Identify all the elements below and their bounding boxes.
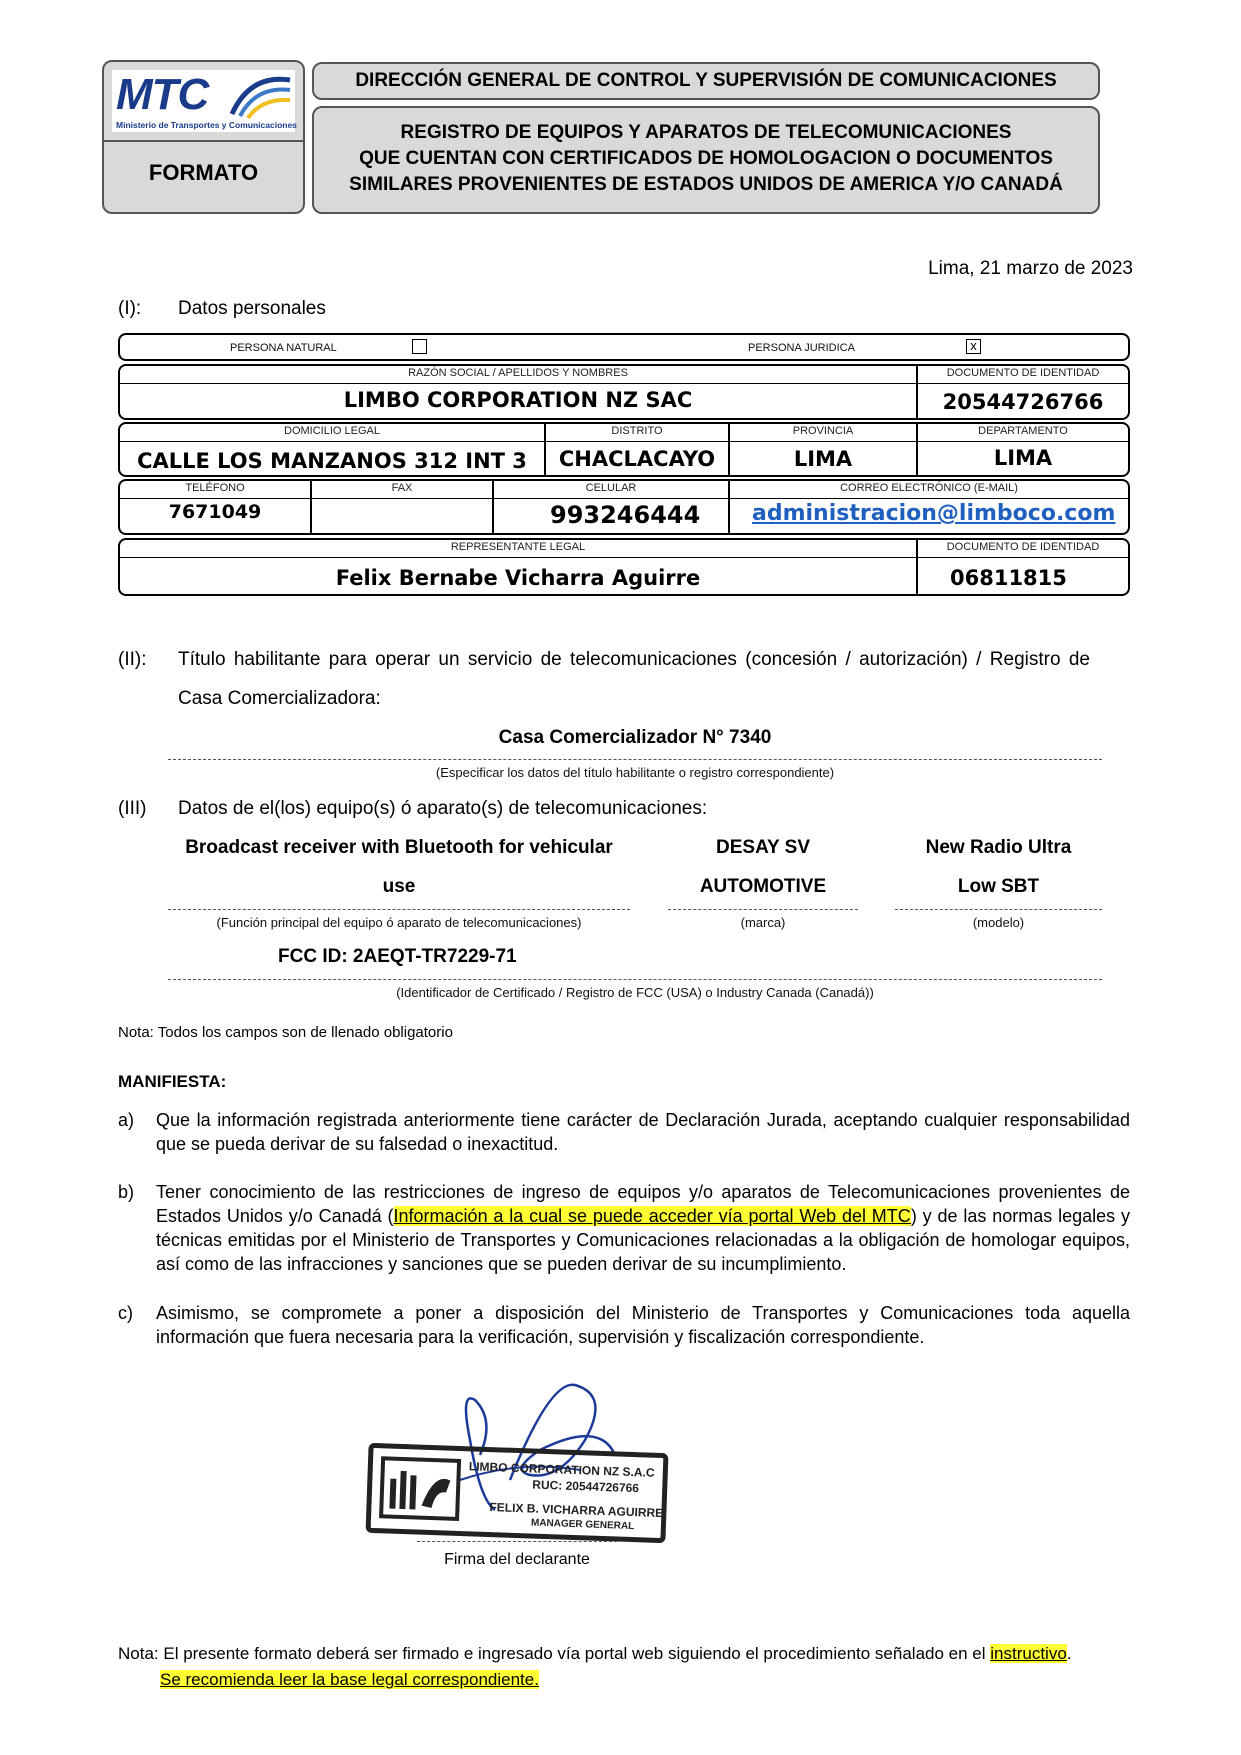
doc-identidad-label: DOCUMENTO DE IDENTIDAD — [946, 367, 1100, 379]
company-stamp — [366, 1443, 669, 1543]
divider — [918, 441, 1128, 442]
razon-social-row — [118, 364, 1130, 420]
correo-cell — [728, 481, 1128, 533]
divider — [168, 979, 1102, 980]
doc-identidad-value[interactable]: 20544726766 — [942, 390, 1104, 414]
divider — [312, 498, 492, 499]
divider — [168, 759, 1102, 760]
document-date: Lima, 21 marzo de 2023 — [928, 258, 1133, 279]
item-b-text — [156, 1180, 1130, 1276]
brand-line-1[interactable]: DESAY SV — [716, 837, 810, 858]
section-3-number: (III) — [118, 798, 147, 819]
divider — [668, 909, 858, 910]
domicilio-cell — [120, 424, 544, 475]
section-1-number: (I): — [118, 298, 142, 319]
header-logo-box — [102, 60, 305, 214]
rep-doc-cell — [916, 540, 1128, 594]
celular-label: CELULAR — [585, 482, 637, 494]
title-line-1: REGISTRO DE EQUIPOS Y APARATOS DE TELECOMUNICACIONES — [400, 122, 1012, 143]
section-1-title: Datos personales — [178, 298, 326, 319]
fax-cell — [310, 481, 492, 533]
fax-label: FAX — [391, 482, 413, 494]
telefono-value[interactable]: 7671049 — [168, 501, 262, 523]
divider — [918, 383, 1128, 384]
section-2-title-line-2: Casa Comercializadora: — [178, 688, 381, 709]
section-2-number: (II): — [118, 649, 147, 670]
representante-cell — [120, 540, 916, 594]
direction-header: DIRECCIÓN GENERAL DE CONTROL Y SUPERVISIÓN DE COMUNICACIONES — [312, 62, 1100, 100]
celular-value[interactable]: 993246444 — [550, 501, 701, 529]
brand-line-2[interactable]: AUTOMOTIVE — [699, 876, 827, 897]
manifiesta-title: MANIFIESTA: — [118, 1072, 227, 1091]
model-caption: (modelo) — [972, 915, 1025, 930]
footer-note — [118, 1644, 1072, 1664]
fcc-caption: (Identificador de Certificado / Registro de FCC (USA) o Industry Canada (Canadá)) — [396, 985, 874, 1000]
distrito-label: DISTRITO — [611, 425, 663, 437]
section-3-title: Datos de el(los) equipo(s) ó aparato(s) de telecomunicaciones: — [178, 798, 708, 819]
razon-social-cell — [120, 366, 916, 418]
divider — [120, 557, 916, 558]
persona-type-row — [118, 333, 1130, 361]
format-label: FORMATO — [148, 160, 259, 185]
domicilio-row — [118, 422, 1130, 477]
base-legal-link[interactable]: Se recomienda leer la base legal correspondiente. — [160, 1670, 539, 1689]
correo-label: CORREO ELECTRÓNICO (E-MAIL) — [840, 482, 1018, 494]
mtc-portal-link[interactable]: Información a la cual se puede acceder vía portal Web del MTC — [393, 1206, 911, 1226]
divider — [546, 441, 728, 442]
form-title — [312, 106, 1100, 214]
item-c-text: Asimismo, se compromete a poner a disposición del Ministerio de Transportes y Comunicaciones toda aquella información que fuera necesaria para la verificación, supervisión y fiscalización correspondiente. — [156, 1303, 1130, 1347]
rep-doc-label: DOCUMENTO DE IDENTIDAD — [946, 541, 1100, 553]
footer-note-text: Nota: El presente formato deberá ser firmado e ingresado vía portal web siguiendo el procedimiento señalado en el — [118, 1644, 991, 1663]
distrito-cell — [544, 424, 728, 475]
representante-value[interactable]: Felix Bernabe Vicharra Aguirre — [335, 566, 701, 590]
provincia-value[interactable]: LIMA — [793, 447, 853, 471]
domicilio-value[interactable]: CALLE LOS MANZANOS 312 INT 3 — [137, 449, 527, 473]
stamp-role: MANAGER GENERAL — [530, 1517, 635, 1533]
departamento-value[interactable]: LIMA — [993, 446, 1053, 470]
telefono-cell — [120, 481, 310, 533]
item-b-text-start: Tener conocimiento de las restricciones de ingreso de equipos y/o aparatos de Telecomunicaciones provenientes de Estados Unidos y/o Canadá ( — [156, 1182, 1130, 1226]
stamp-ruc: RUC: 20544726766 — [532, 1477, 640, 1496]
function-caption: (Función principal del equipo ó aparato de telecomunicaciones) — [216, 915, 582, 930]
razon-social-value[interactable]: LIMBO CORPORATION NZ SAC — [343, 388, 693, 412]
footer-note-end: . — [1066, 1644, 1072, 1663]
divider — [918, 557, 1128, 558]
brand-caption: (marca) — [740, 915, 786, 930]
divider — [168, 909, 630, 910]
divider — [730, 498, 1128, 499]
item-a-text: Que la información registrada anteriormente tiene carácter de Declaración Jurada, aceptando cualquier responsabilidad que se pueda derivar de su falsedad o inexactitud. — [156, 1110, 1130, 1154]
doc-identidad-cell — [916, 366, 1128, 418]
telefono-label: TELÉFONO — [185, 482, 245, 494]
divider — [494, 498, 728, 499]
departamento-label: DEPARTAMENTO — [978, 425, 1068, 437]
signature-line — [417, 1541, 617, 1542]
razon-social-label: RAZÓN SOCIAL / APELLIDOS Y NOMBRES — [408, 367, 628, 379]
divider — [104, 140, 303, 142]
instructivo-link[interactable]: instructivo — [990, 1644, 1067, 1663]
logo-wave-icon — [230, 74, 292, 120]
divider — [120, 441, 544, 442]
divider — [120, 498, 310, 499]
persona-juridica-checkbox[interactable]: x — [966, 339, 981, 354]
domicilio-label: DOMICILIO LEGAL — [284, 425, 380, 437]
function-line-1[interactable]: Broadcast receiver with Bluetooth for vehicular — [185, 837, 613, 858]
rep-doc-value[interactable]: 06811815 — [950, 566, 1067, 590]
representante-row — [118, 538, 1130, 596]
note-mandatory: Nota: Todos los campos son de llenado obligatorio — [118, 1024, 453, 1041]
footer-note-line-2 — [160, 1670, 539, 1690]
mtc-logo — [112, 70, 295, 132]
persona-juridica-label: PERSONA JURIDICA — [748, 342, 855, 354]
item-b-text-end: ) y de las normas legales y técnicas emitidas por el Ministerio de Transportes y Comunicaciones relacionadas a la obligación de homologar equipos, así como de las infracciones y sanciones que se pueden derivar de su incumplimiento. — [156, 1206, 1130, 1274]
divider — [730, 441, 916, 442]
item-b-letter: b) — [118, 1182, 135, 1202]
divider — [120, 383, 916, 384]
title-line-3: SIMILARES PROVENIENTES DE ESTADOS UNIDOS DE AMERICA Y/O CANADÁ — [349, 174, 1063, 195]
item-c-letter: c) — [118, 1303, 133, 1323]
provincia-label: PROVINCIA — [792, 425, 854, 437]
logo-text: MTC — [116, 70, 209, 119]
stamp-name: FELIX B. VICHARRA AGUIRRE — [489, 1500, 664, 1521]
section-2-title-line-1: Título habilitante para operar un servicio de telecomunicaciones (concesión / autorización) / Registro de — [178, 649, 1090, 670]
titulo-habilitante-value[interactable]: Casa Comercializador N° 7340 — [498, 727, 772, 748]
celular-cell — [492, 481, 728, 533]
title-line-2: QUE CUENTAN CON CERTIFICADOS DE HOMOLOGACION O DOCUMENTOS — [359, 148, 1053, 169]
stamp-logo-icon — [379, 1456, 461, 1521]
divider — [895, 909, 1102, 910]
signature-caption: Firma del declarante — [444, 1551, 590, 1568]
fcc-id-value[interactable]: FCC ID: 2AEQT-TR7229-71 — [278, 946, 517, 967]
titulo-habilitante-caption: (Especificar los datos del título habilitante o registro correspondiente) — [435, 765, 835, 780]
model-line-1[interactable]: New Radio Ultra — [925, 837, 1072, 858]
stamp-company: LIMBO CORPORATION NZ S.A.C — [468, 1459, 655, 1480]
persona-natural-label: PERSONA NATURAL — [230, 342, 337, 354]
item-a-letter: a) — [118, 1110, 135, 1130]
function-line-2[interactable]: use — [382, 876, 416, 897]
logo-subtitle: Ministerio de Transportes y Comunicaciones — [116, 120, 297, 130]
departamento-cell — [916, 424, 1128, 475]
model-line-2[interactable]: Low SBT — [957, 876, 1040, 897]
distrito-value[interactable]: CHACLACAYO — [558, 447, 716, 471]
email-link[interactable]: administracion@limboco.com — [752, 501, 1116, 526]
persona-natural-checkbox[interactable] — [412, 339, 427, 354]
contact-row — [118, 479, 1130, 535]
representante-label: REPRESENTANTE LEGAL — [450, 541, 586, 553]
provincia-cell — [728, 424, 916, 475]
